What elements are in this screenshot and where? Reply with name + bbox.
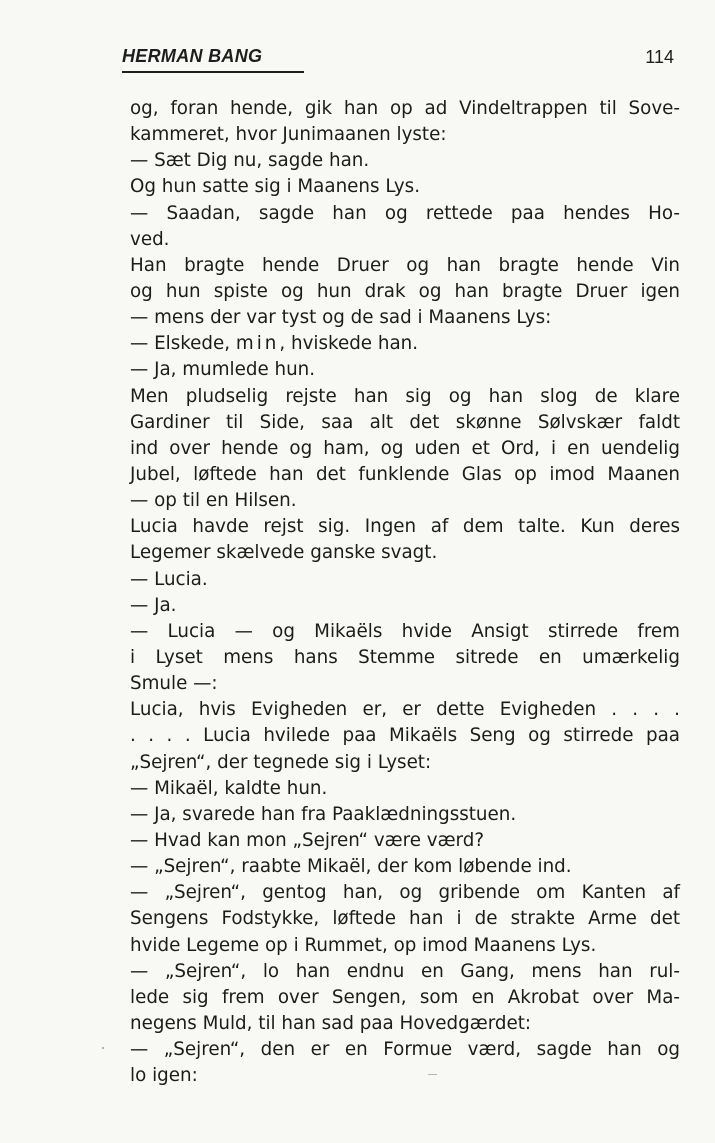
text-line: Lucia havde rejst sig. Ingen af dem talte. Kun deres — [130, 516, 680, 538]
text-line: „Sejren“, der tegnede sig i Lyset: — [130, 751, 432, 773]
author-name: HERMAN BANG — [122, 46, 263, 66]
text-line: — mens der var tyst og de sad i Maanens Lys: — [130, 307, 552, 329]
text-line: — Ja. — [130, 594, 177, 616]
header-rule — [122, 71, 304, 73]
text-line: Gardiner til Side, saa alt det skønne Sølvskær faldt — [130, 411, 680, 433]
text-line: ind over hende og ham, og uden et Ord, i en uendelig — [130, 437, 680, 459]
text-line: — Saadan, sagde han og rettede paa hendes Ho- — [130, 202, 680, 224]
text-line: — „Sejren“, lo han endnu en Gang, mens han rul- — [130, 960, 680, 982]
text-line: — Hvad kan mon „Sejren“ være værd? — [130, 829, 485, 851]
margin-dot — [102, 1047, 104, 1049]
text-line: Men pludselig rejste han sig og han slog de klare — [130, 385, 680, 407]
footer-tick — [428, 1074, 437, 1075]
spaced-word: min — [235, 333, 280, 355]
text-line: og hun spiste og hun drak og han bragte Druer igen — [130, 280, 680, 302]
text-line: lo igen: — [130, 1065, 198, 1087]
running-header — [122, 46, 674, 74]
text-line: — Lucia. — [130, 568, 208, 590]
text-line: — Sæt Dig nu, sagde han. — [130, 150, 370, 172]
text-line: . . . . Lucia hvilede paa Mikaëls Seng og stirrede paa — [130, 725, 680, 747]
text-line: hvide Legeme op i Rummet, op imod Maanens Lys. — [130, 934, 597, 956]
text-line: — Ja, mumlede hun. — [130, 359, 316, 381]
text-line: — „Sejren“, den er en Formue værd, sagde han og — [130, 1039, 680, 1061]
text-line: — Lucia — og Mikaëls hvide Ansigt stirrede frem — [130, 620, 680, 642]
body-text — [130, 96, 680, 1089]
text-line: — op til en Hilsen. — [130, 490, 297, 512]
text-line-start: — Elskede, — [130, 333, 236, 355]
text-line: i Lyset mens hans Stemme sitrede en umærkelig — [130, 646, 680, 668]
text-line: lede sig frem over Sengen, som en Akrobat over Ma- — [130, 986, 680, 1008]
text-line: Lucia, hvis Evigheden er, er dette Evigheden . . . . — [130, 699, 680, 721]
page-number: 114 — [645, 47, 674, 67]
text-line: og, foran hende, gik han op ad Vindeltrappen til Sove- — [130, 98, 680, 119]
text-line: Legemer skælvede ganske svagt. — [130, 542, 438, 564]
text-line — [130, 331, 680, 357]
text-line: — „Sejren“, raabte Mikaël, der kom løbende ind. — [130, 856, 572, 878]
text-line: — „Sejren“, gentog han, og gribende om Kanten af — [130, 882, 680, 904]
text-line: Og hun satte sig i Maanens Lys. — [130, 176, 420, 198]
text-line: Smule —: — [130, 673, 218, 695]
text-line: kammeret, hvor Junimaanen lyste: — [130, 124, 447, 146]
text-line: ved. — [130, 228, 170, 250]
text-line-end: , hviskede han. — [279, 333, 419, 355]
text-line: Jubel, løftede han det funklende Glas op imod Maanen — [130, 463, 680, 485]
text-line: — Ja, svarede han fra Paaklædningsstuen. — [130, 803, 517, 825]
text-line: Sengens Fodstykke, løftede han i de strakte Arme det — [130, 908, 680, 930]
text-line: — Mikaël, kaldte hun. — [130, 777, 328, 799]
text-line: negens Muld, til han sad paa Hovedgærdet: — [130, 1012, 532, 1034]
text-line: Han bragte hende Druer og han bragte hende Vin — [130, 254, 680, 276]
